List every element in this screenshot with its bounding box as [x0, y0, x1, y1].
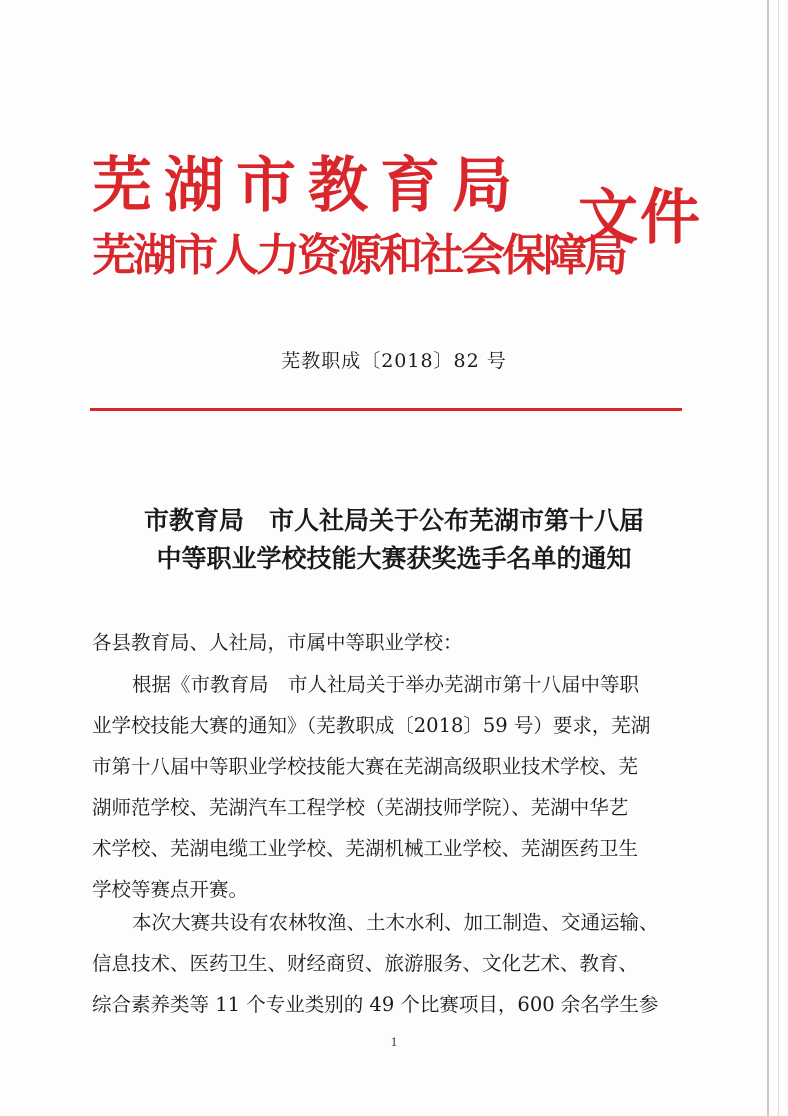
salutation: 各县教育局、人社局，市属中等职业学校： [92, 631, 463, 654]
paragraph-line: 本次大赛共设有农林牧渔、土木水利、加工制造、交通运输、 [132, 911, 659, 934]
paragraph-line: 学校等赛点开赛。 [92, 878, 249, 901]
red-divider-line [90, 408, 682, 411]
paragraph-line: 术学校、芜湖电缆工业学校、芜湖机械工业学校、芜湖医药卫生 [92, 837, 639, 860]
document-number: 芜教职成〔2018〕82 号 [281, 350, 507, 372]
page-number: 1 [390, 1034, 398, 1049]
paragraph-line: 根据《市教育局 市人社局关于举办芜湖市第十八届中等职 [132, 673, 640, 696]
notice-title-line2: 中等职业学校技能大赛获奖选手名单的通知 [156, 544, 632, 573]
notice-title-line1: 市教育局 市人社局关于公布芜湖市第十八届 [143, 506, 644, 535]
notice-title [0, 502, 788, 578]
paragraph-competition-scope [92, 902, 692, 1025]
paragraph-line: 业学校技能大赛的通知》（芜教职成〔2018〕59 号）要求，芜湖 [92, 714, 651, 737]
paragraph-line: 综合素养类等 11 个专业类别的 49 个比赛项目，600 余名学生参 [92, 993, 659, 1016]
paragraph-line: 信息技术、医药卫生、财经商贸、旅游服务、文化艺术、教育、 [92, 952, 639, 975]
document-label: 文件 [578, 183, 702, 253]
issuer-name-hr-bureau: 芜湖市人力资源和社会保障局 [92, 230, 625, 281]
issuer-name-education-bureau: 芜湖市教育局 [92, 151, 524, 221]
paragraph-background [92, 664, 692, 910]
paragraph-line: 市第十八届中等职业学校技能大赛在芜湖高级职业技术学校、芜 [92, 755, 639, 778]
paragraph-line: 湖师范学校、芜湖汽车工程学校（芜湖技师学院）、芜湖中华艺 [92, 796, 629, 819]
